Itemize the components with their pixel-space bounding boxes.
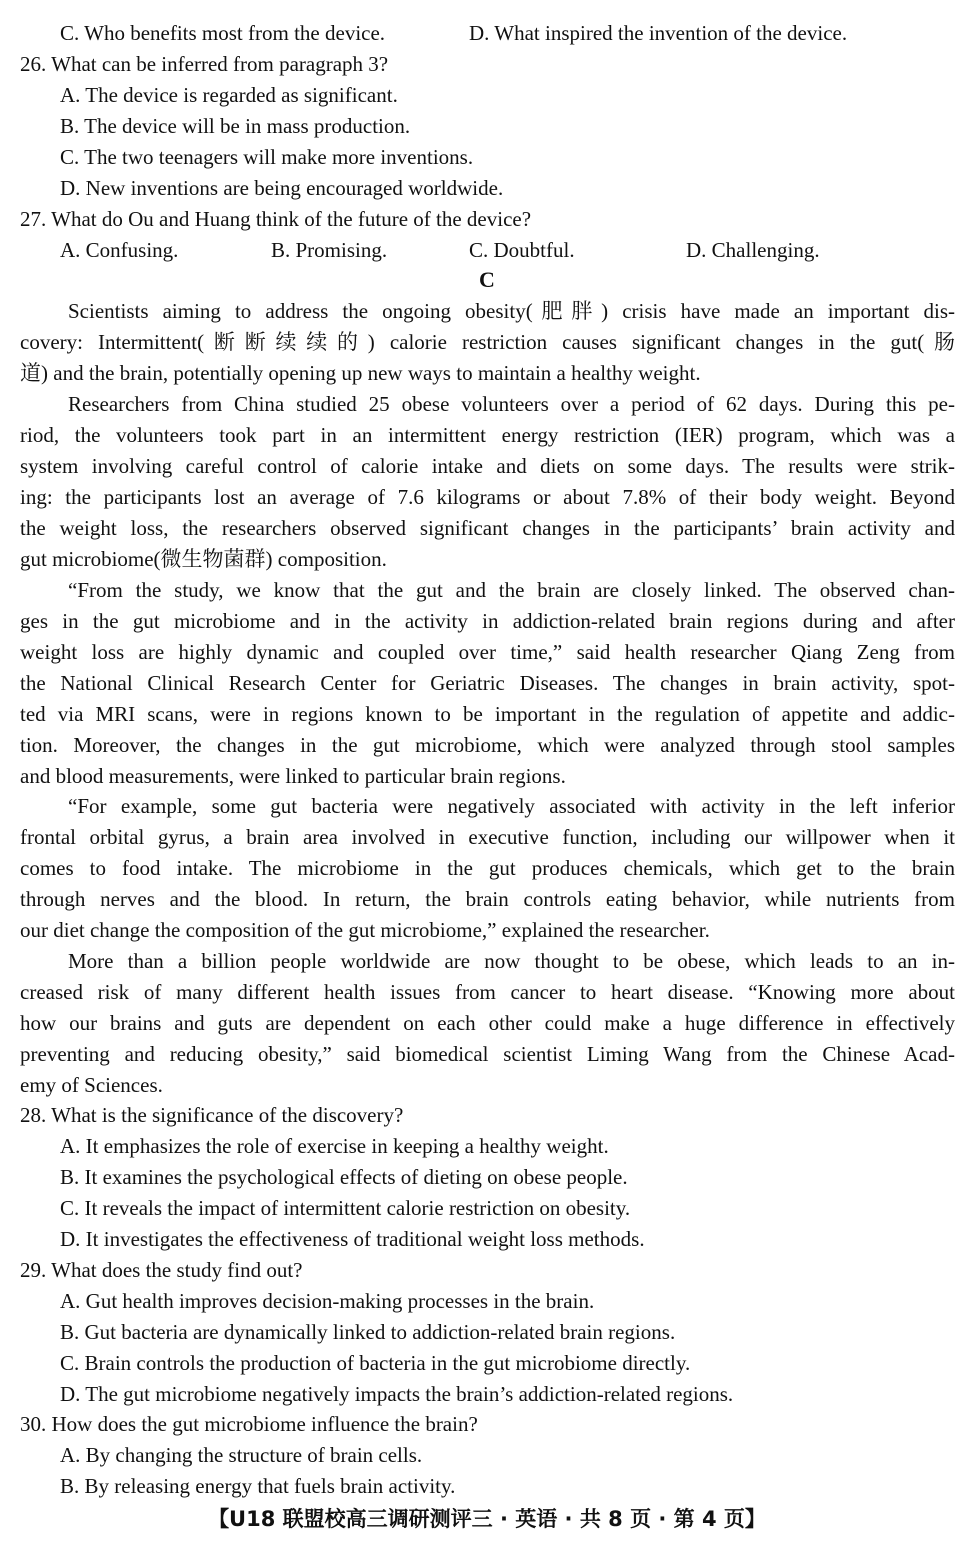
question-line: C. The two teenagers will make more inventions. — [60, 145, 474, 169]
question-line: B. By releasing energy that fuels brain activity. — [60, 1474, 456, 1498]
passage-line: ges in the gut microbiome and in the activity in addiction-related brain regions during and after — [20, 609, 955, 633]
question-line: A. Confusing. — [60, 238, 179, 262]
passage-line: “For example, some gut bacteria were negatively associated with activity in the left inferior — [68, 794, 955, 818]
question-line: C. Brain controls the production of bacteria in the gut microbiome directly. — [60, 1351, 691, 1375]
page-footer: 【U18 联盟校高三调研测评三 · 英语 · 共 8 页 · 第 4 页】 — [208, 1507, 766, 1531]
passage-line: comes to food intake. The microbiome in the gut produces chemicals, which get to the brain — [20, 856, 955, 880]
section-heading: C — [479, 267, 495, 292]
question-line: A. It emphasizes the role of exercise in keeping a healthy weight. — [60, 1134, 609, 1158]
passage-line: the National Clinical Research Center for Geriatric Diseases. The changes in brain activity, spot- — [20, 671, 955, 695]
question-line: D. The gut microbiome negatively impacts the brain’s addiction-related regions. — [60, 1382, 734, 1406]
passage-line: covery: Intermittent(断断续续的) calorie restriction causes significant changes in the gut(肠 — [20, 330, 955, 354]
passage-line: tion. Moreover, the changes in the gut microbiome, which were analyzed through stool samples — [20, 733, 955, 757]
question-line: B. It examines the psychological effects of dieting on obese people. — [60, 1165, 628, 1189]
question-line: 30. How does the gut microbiome influence the brain? — [20, 1412, 478, 1436]
question-line: A. Gut health improves decision-making processes in the brain. — [60, 1289, 595, 1313]
question-line: C. Who benefits most from the device. — [60, 21, 386, 45]
passage-line: ted via MRI scans, were in regions known to be important in the regulation of appetite and addic- — [20, 702, 955, 726]
passage-line: Scientists aiming to address the ongoing obesity(肥胖) crisis have made an important dis- — [68, 299, 955, 323]
question-line: 29. What does the study find out? — [20, 1258, 303, 1282]
passage-line: how our brains and guts are dependent on each other could make a huge difference in effectively — [20, 1011, 955, 1035]
passage-line: 道) and the brain, potentially opening up new ways to maintain a healthy weight. — [20, 361, 701, 385]
passage-line: creased risk of many different health issues from cancer to heart disease. “Knowing more about — [20, 980, 955, 1004]
question-line: D. New inventions are being encouraged worldwide. — [60, 176, 504, 200]
passage-line: ing: the participants lost an average of 7.6 kilograms or about 7.8% of their body weight. Beyond — [20, 485, 955, 509]
question-line: A. By changing the structure of brain cells. — [60, 1443, 423, 1467]
passage-line: emy of Sciences. — [20, 1073, 163, 1097]
question-line: A. The device is regarded as significant. — [60, 83, 398, 107]
passage-line: frontal orbital gyrus, a brain area involved in executive function, including our willpower when it — [20, 825, 955, 849]
passage-line: through nerves and the blood. In return, the brain controls eating behavior, while nutrients from — [20, 887, 955, 911]
question-line: 28. What is the significance of the discovery? — [20, 1103, 404, 1127]
question-line: 26. What can be inferred from paragraph 3? — [20, 52, 389, 76]
question-line: D. What inspired the invention of the device. — [469, 21, 848, 45]
passage-line: gut microbiome(微生物菌群) composition. — [20, 547, 387, 571]
question-line: B. Gut bacteria are dynamically linked to addiction-related brain regions. — [60, 1320, 676, 1344]
question-line: 27. What do Ou and Huang think of the future of the device? — [20, 207, 532, 231]
question-line: C. It reveals the impact of intermittent calorie restriction on obesity. — [60, 1196, 631, 1220]
passage-line: Researchers from China studied 25 obese volunteers over a period of 62 days. During this pe- — [68, 392, 955, 416]
question-line: D. It investigates the effectiveness of traditional weight loss methods. — [60, 1227, 645, 1251]
passage-line: weight loss are highly dynamic and coupled over time,” said health researcher Qiang Zeng from — [20, 640, 955, 664]
passage-line: the weight loss, the researchers observed significant changes in the participants’ brain activity and — [20, 516, 955, 540]
passage-line: More than a billion people worldwide are now thought to be obese, which leads to an in- — [68, 949, 955, 973]
passage-line: system involving careful control of calorie intake and diets on some days. The results were strik- — [20, 454, 955, 478]
passage-line: and blood measurements, were linked to particular brain regions. — [20, 764, 566, 788]
passage-line: our diet change the composition of the gut microbiome,” explained the researcher. — [20, 918, 710, 942]
question-line: C. Doubtful. — [469, 238, 575, 262]
passage-line: preventing and reducing obesity,” said biomedical scientist Liming Wang from the Chinese Acad- — [20, 1042, 955, 1066]
question-line: B. Promising. — [271, 238, 388, 262]
question-line: D. Challenging. — [686, 238, 820, 262]
question-line: B. The device will be in mass production. — [60, 114, 411, 138]
passage-line: “From the study, we know that the gut and the brain are closely linked. The observed chan- — [68, 578, 955, 602]
passage-line: riod, the volunteers took part in an intermittent energy restriction (IER) program, which was a — [20, 423, 955, 447]
